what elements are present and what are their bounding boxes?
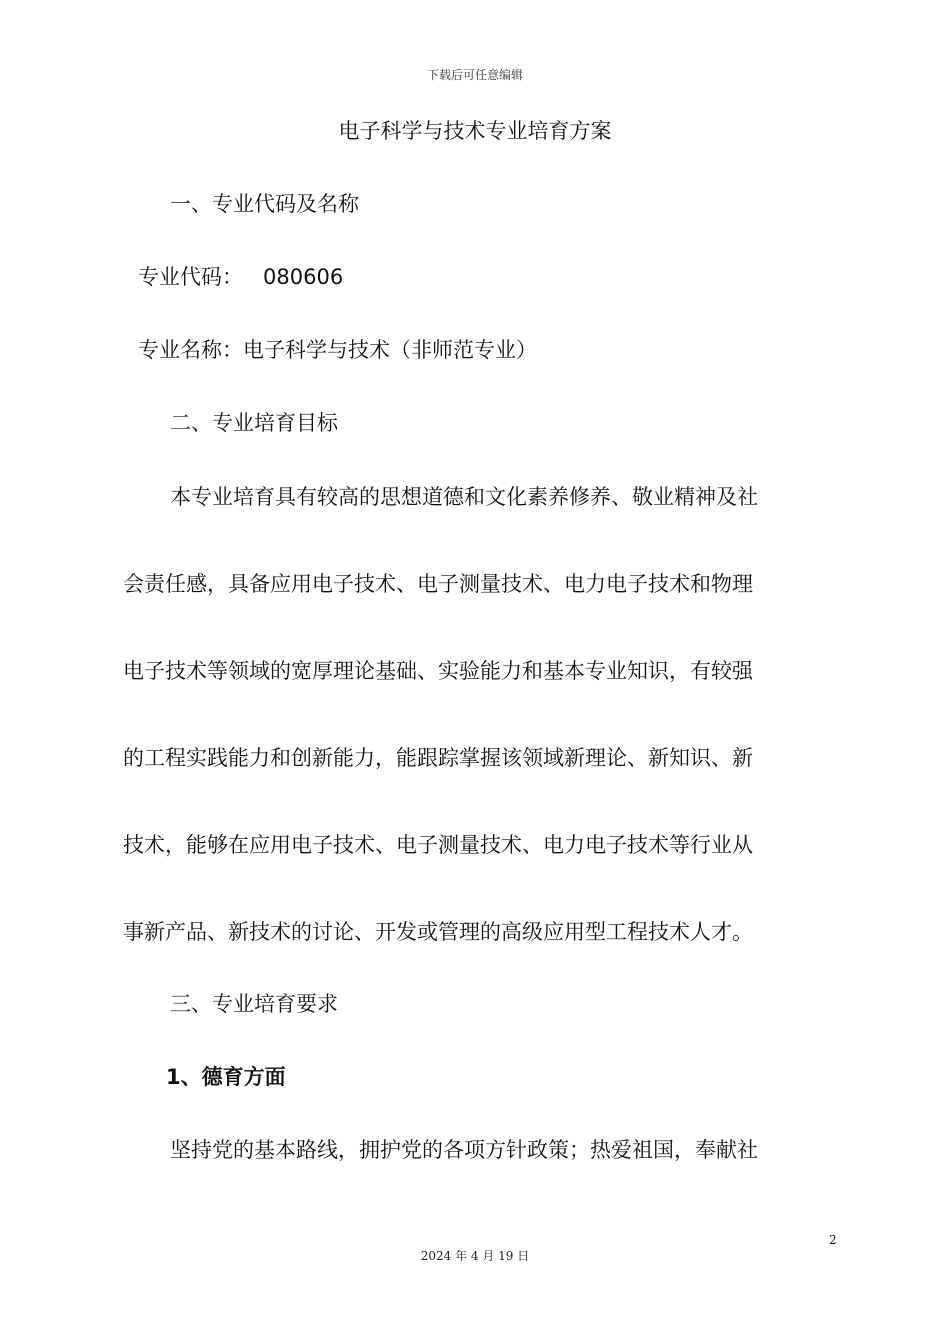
major-code-line: 专业代码： 080606 xyxy=(138,265,344,289)
paragraph-line: 坚持党的基本路线，拥护党的各项方针政策；热爱祖国，奉献社 xyxy=(170,1138,758,1162)
section3-heading: 三、专业培育要求 xyxy=(170,992,338,1016)
paragraph-line: 技术，能够在应用电子技术、电子测量技术、电力电子技术等行业从 xyxy=(123,833,753,857)
section1-heading: 一、专业代码及名称 xyxy=(170,192,359,216)
section2-heading: 二、专业培育目标 xyxy=(170,411,338,435)
major-name-line: 专业名称：电子科学与技术（非师范专业） xyxy=(138,338,537,362)
page-number: 2 xyxy=(829,1233,837,1247)
document-title: 电子科学与技术专业培育方案 xyxy=(338,119,612,143)
paragraph-line: 会责任感，具备应用电子技术、电子测量技术、电力电子技术和物理 xyxy=(123,572,753,596)
paragraph-line: 事新产品、新技术的讨论、开发或管理的高级应用型工程技术人才。 xyxy=(123,920,753,944)
header-note: 下载后可任意编辑 xyxy=(426,68,523,82)
paragraph-line: 电子技术等领域的宽厚理论基础、实验能力和基本专业知识，有较强 xyxy=(123,659,753,683)
paragraph-line: 的工程实践能力和创新能力，能跟踪掌握该领域新理论、新知识、新 xyxy=(123,746,753,770)
paragraph-line: 本专业培育具有较高的思想道德和文化素养修养、敬业精神及社 xyxy=(170,485,758,509)
footer-date: 2024 年 4 月 19 日 xyxy=(420,1249,530,1263)
moral-education-heading: 1、德育方面 xyxy=(166,1065,286,1089)
